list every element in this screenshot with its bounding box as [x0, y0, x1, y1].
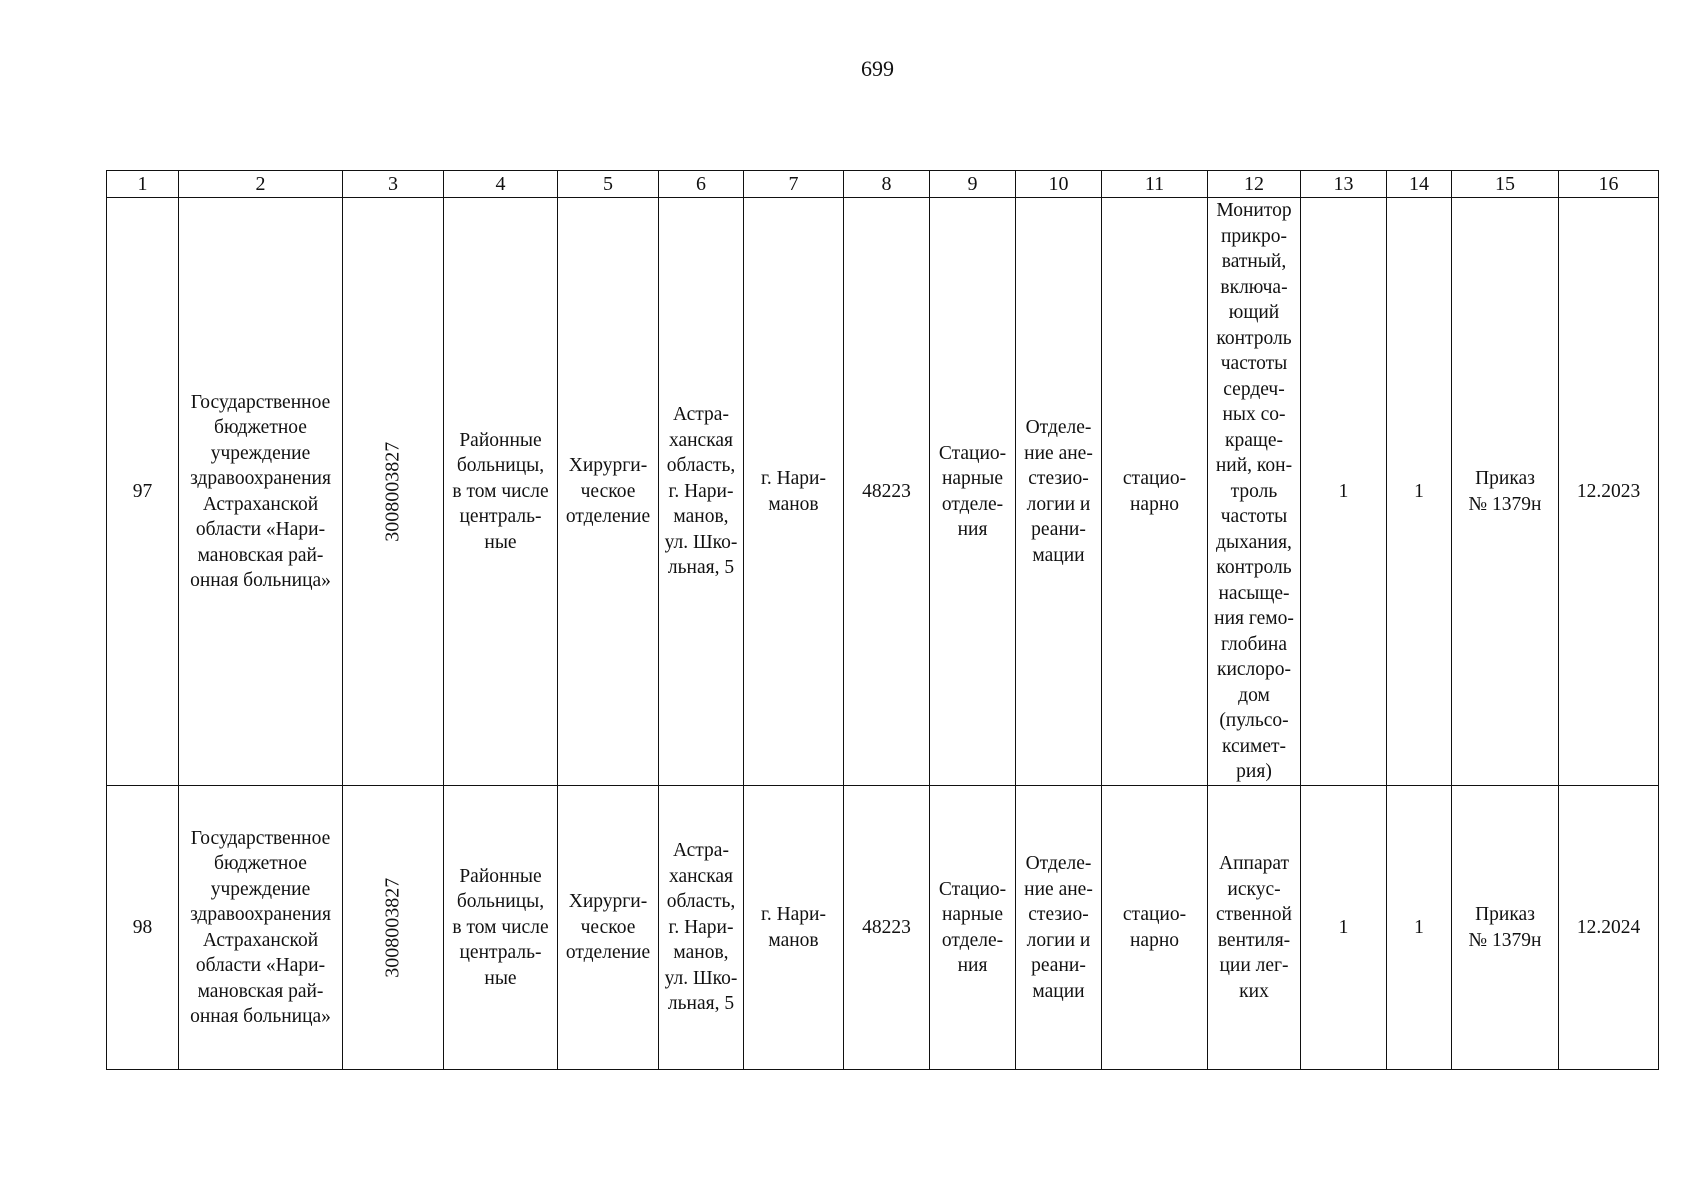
row-number-cell: 98 [107, 786, 179, 1070]
inn-cell [343, 198, 444, 786]
equipment-cell: Аппарат искус- ственной вентиля- ции лег- ких [1208, 786, 1301, 1070]
column-number: 8 [844, 171, 930, 198]
institution-type-cell: Районные больницы, в том числе централь- ные [444, 198, 558, 786]
column-number: 3 [343, 171, 444, 198]
care-form-cell: стацио- нарно [1102, 198, 1208, 786]
quantity-cell: 1 [1387, 198, 1452, 786]
column-number: 6 [659, 171, 744, 198]
unit-type-cell: Стацио- нарные отделе- ния [930, 786, 1016, 1070]
column-number: 12 [1208, 171, 1301, 198]
department-cell: Хирурги- ческое отделение [558, 786, 659, 1070]
code-cell: 48223 [844, 786, 930, 1070]
institution-type-cell: Районные больницы, в том числе централь- ные [444, 786, 558, 1070]
order-cell: Приказ № 1379н [1452, 786, 1559, 1070]
column-number: 15 [1452, 171, 1559, 198]
locality-cell: г. Нари- манов [744, 198, 844, 786]
column-number: 16 [1559, 171, 1659, 198]
inn-cell [343, 786, 444, 1070]
inn-value: 3008003827 [381, 877, 404, 978]
address-cell: Астра- ханская область, г. Нари- манов, ул. Шко- льная, 5 [659, 198, 744, 786]
column-number: 11 [1102, 171, 1208, 198]
unit-cell: Отделе- ние ане- стезио- логии и реани- мации [1016, 786, 1102, 1070]
locality-cell: г. Нари- манов [744, 786, 844, 1070]
inn-value: 3008003827 [381, 441, 404, 542]
quantity-cell: 1 [1301, 786, 1387, 1070]
unit-cell: Отделе- ние ане- стезио- логии и реани- мации [1016, 198, 1102, 786]
institution-name-cell: Государственное бюджетное учреждение здравоохранения Астраханской области «Нари- мановская рай- онная больница» [179, 786, 343, 1070]
column-number-row [107, 171, 1659, 198]
column-number: 2 [179, 171, 343, 198]
care-form-cell: стацио- нарно [1102, 786, 1208, 1070]
quantity-cell: 1 [1301, 198, 1387, 786]
page-number: 699 [861, 56, 894, 81]
column-number: 14 [1387, 171, 1452, 198]
column-number: 4 [444, 171, 558, 198]
date-cell: 12.2023 [1559, 198, 1659, 786]
table-row [107, 198, 1659, 786]
date-cell: 12.2024 [1559, 786, 1659, 1070]
quantity-cell: 1 [1387, 786, 1452, 1070]
column-number: 9 [930, 171, 1016, 198]
column-number: 13 [1301, 171, 1387, 198]
column-number: 1 [107, 171, 179, 198]
column-number: 7 [744, 171, 844, 198]
column-number: 5 [558, 171, 659, 198]
table-row [107, 786, 1659, 1070]
unit-type-cell: Стацио- нарные отделе- ния [930, 198, 1016, 786]
row-number-cell: 97 [107, 198, 179, 786]
code-cell: 48223 [844, 198, 930, 786]
register-table [106, 170, 1659, 1070]
department-cell: Хирурги- ческое отделение [558, 198, 659, 786]
column-number: 10 [1016, 171, 1102, 198]
institution-name-cell: Государственное бюджетное учреждение здравоохранения Астраханской области «Нари- мановская рай- онная больница» [179, 198, 343, 786]
equipment-cell: Монитор прикро- ватный, включа- ющий контроль частоты сердеч- ных со- краще- ний, кон- троль частоты дыхания, контроль насыще- ния гемо- глобина кислоро- дом (пульсо- ксимет- рия) [1208, 198, 1301, 786]
address-cell: Астра- ханская область, г. Нари- манов, ул. Шко- льная, 5 [659, 786, 744, 1070]
order-cell: Приказ № 1379н [1452, 198, 1559, 786]
